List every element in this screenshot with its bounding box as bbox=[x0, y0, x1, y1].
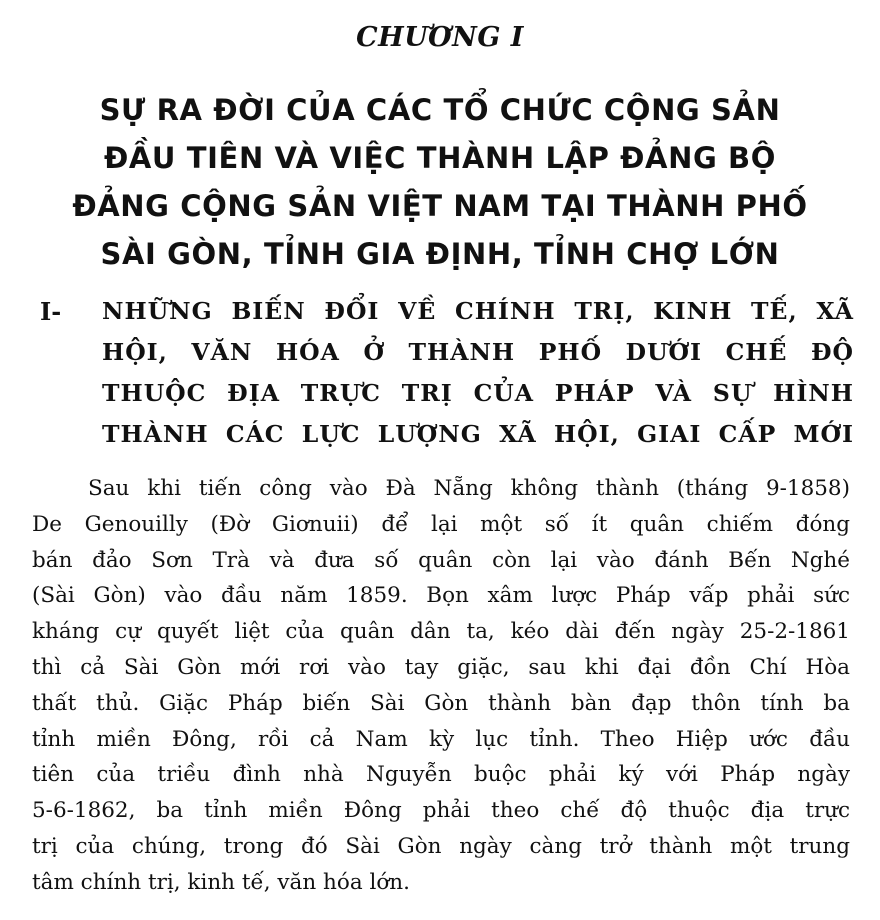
paragraph-line: tâm chính trị, kinh tế, văn hóa lớn. bbox=[32, 869, 410, 895]
paragraph-line: 5-6-1862, ba tỉnh miền Đông phải theo chế độ thuộc địa trực bbox=[32, 798, 850, 824]
chapter-title bbox=[40, 86, 840, 278]
section-title-line: THUỘC ĐỊA TRỰC TRỊ CỦA PHÁP VÀ SỰ HÌNH bbox=[102, 379, 854, 407]
paragraph-line: bán đảo Sơn Trà và đưa số quân còn lại vào đánh Bến Nghé bbox=[32, 547, 850, 573]
paragraph-line: trị của chúng, trong đó Sài Gòn ngày càng trở thành một trung bbox=[32, 833, 850, 859]
chapter-title-line: ĐẦU TIÊN VÀ VIỆC THÀNH LẬP ĐẢNG BỘ bbox=[103, 141, 777, 175]
chapter-label: CHƯƠNG I bbox=[356, 22, 524, 53]
paragraph-line: Sau khi tiến công vào Đà Nẵng không thành (tháng 9-1858) bbox=[88, 476, 850, 501]
paragraph-line: thì cả Sài Gòn mới rơi vào tay giặc, sau khi đại đồn Chí Hòa bbox=[32, 654, 850, 680]
paragraph-line: kháng cự quyết liệt của quân dân ta, kéo dài đến ngày 25-2-1861 bbox=[32, 619, 850, 645]
section-title-line: THÀNH CÁC LỰC LƯỢNG XÃ HỘI, GIAI CẤP MỚI bbox=[102, 420, 854, 448]
paragraph-line: tiên của triều đình nhà Nguyễn buộc phải ký với Pháp ngày bbox=[32, 762, 850, 788]
section-number: I- bbox=[40, 297, 62, 326]
section-title-line: NHỮNG BIẾN ĐỔI VỀ CHÍNH TRỊ, KINH TẾ, XÃ bbox=[102, 297, 854, 325]
chapter-title-line: ĐẢNG CỘNG SẢN VIỆT NAM TẠI THÀNH PHỐ bbox=[72, 189, 808, 223]
paragraph-line: tỉnh miền Đông, rồi cả Nam kỳ lục tỉnh. Theo Hiệp ước đầu bbox=[32, 726, 850, 752]
paragraph-line: (Sài Gòn) vào đầu năm 1859. Bọn xâm lược Pháp vấp phải sức bbox=[32, 583, 850, 609]
paragraph-line: thất thủ. Giặc Pháp biến Sài Gòn thành bàn đạp thôn tính ba bbox=[32, 690, 850, 716]
chapter-title-line: SỰ RA ĐỜI CỦA CÁC TỔ CHỨC CỘNG SẢN bbox=[99, 93, 781, 127]
paragraph-line: De Genouilly (Đờ Giơnuii) để lại một số ít quân chiếm đóng bbox=[32, 511, 850, 537]
chapter-title-line: SÀI GÒN, TỈNH GIA ĐỊNH, TỈNH CHỢ LỚN bbox=[100, 237, 780, 271]
body-paragraph bbox=[32, 471, 850, 901]
section-title bbox=[102, 291, 854, 455]
section-title-line: HỘI, VĂN HÓA Ở THÀNH PHỐ DƯỚI CHẾ ĐỘ bbox=[102, 338, 854, 366]
